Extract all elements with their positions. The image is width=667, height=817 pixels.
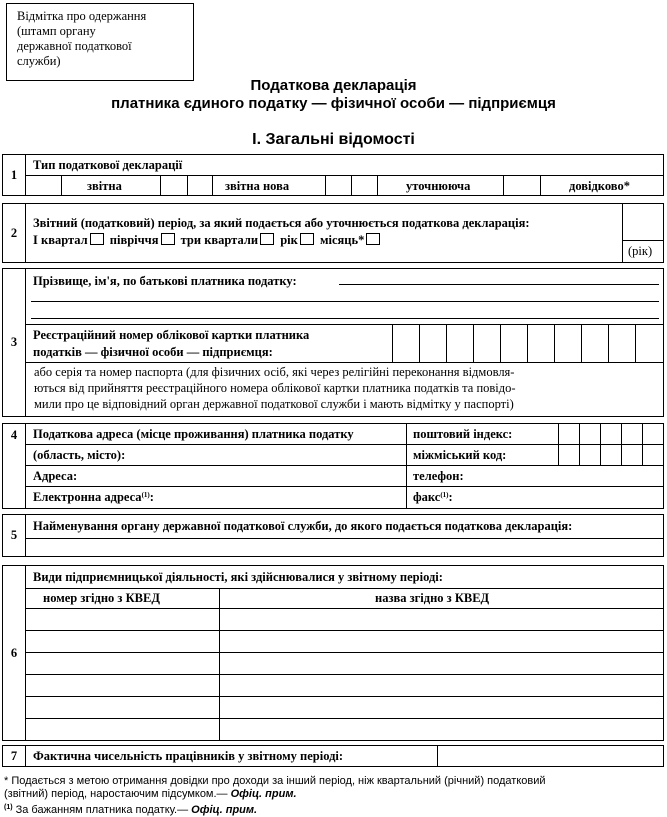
stamp-line: (штамп органу [17,24,96,38]
year-label: (рік) [628,244,653,258]
fax-label: факс$^{(1)}$: [413,490,453,504]
registration-number-label: Реєстраційний номер облікової картки платника [33,328,310,342]
taxpayer-name-line[interactable] [31,318,659,319]
taxpayer-name-line[interactable] [339,284,659,285]
employee-count-label: Фактична чисельність працівників у звітному періоді: [33,749,344,763]
taxpayer-name-label: Прізвище, ім'я, по батькові платника податку: [33,274,297,288]
intercity-code-cells[interactable] [559,445,663,464]
registration-number-label-cont: податків — фізичної особи — підприємця: [33,345,273,359]
row-7-employee-count [2,745,664,767]
footnote-2: $^{(1)}$ За бажанням платника податку.— Офіц. прим. [4,804,258,816]
region-city-label: (область, місто): [33,448,126,462]
address-input[interactable] [26,445,404,485]
period-year-label: рік [280,233,298,247]
period-year-checkbox[interactable] [300,233,314,245]
passport-note-line: або серія та номер паспорта (для фізичних осіб, які через релігійні переконання відмовля- [34,365,515,379]
row-1-declaration-type [2,154,664,196]
type-clarifying-label: уточнююча [406,179,471,193]
document-title: Податкова декларація [250,77,417,94]
tax-address-label: Податкова адреса (місце проживання) платника податку [33,427,354,441]
row-number: 3 [3,269,26,416]
stamp-line: Відмітка про одержання [17,9,147,23]
footnote-1: * Подається з метою отримання довідки про доходи за інший період, ніж квартальний (річний) податковий [4,775,546,787]
period-half-year-label: півріччя [109,233,159,247]
activities-label: Види підприємницької діяльності, які здійснювалися у звітному періоді: [33,570,443,584]
declaration-type-label: Тип податкової декларації [33,158,183,172]
activities-table-body[interactable] [26,609,662,740]
row-4-tax-address [2,423,664,509]
type-regular-label: звітна [87,179,122,193]
period-q1-checkbox[interactable] [90,233,104,245]
phone-label: телефон: [413,469,464,483]
row-number: 7 [3,746,26,766]
email-label: Електронна адреса$^{(1)}$: [33,490,154,504]
taxpayer-name-line[interactable] [31,301,659,302]
period-three-quarters-checkbox[interactable] [260,233,274,245]
footnote-1-cont: (звітний) період, наростаючим підсумком.— Офіц. прим. [4,788,297,800]
address-label: Адреса: [33,469,78,483]
type-new-regular-label: звітна нова [225,179,290,193]
row-6-business-activities [2,565,664,741]
receipt-stamp-box [6,3,194,81]
postal-code-cells[interactable] [559,425,663,443]
registration-number-cells[interactable] [393,325,663,361]
row-5-tax-office [2,514,664,557]
section-title: І. Загальні відомості [252,131,415,148]
row-number: 5 [3,515,26,556]
row-number: 6 [3,566,26,740]
kved-name-header: назва згідно з КВЕД [375,591,490,605]
passport-note-line: мили про це відповідний орган державної податкової служби і мають відмітку у паспорті) [34,397,514,411]
document-subtitle: платника єдиного податку — фізичної особи — підприємця [111,95,556,112]
period-half-year-checkbox[interactable] [161,233,175,245]
row-2-reporting-period [2,203,664,263]
period-q1-label: І квартал [33,233,88,247]
row-3-taxpayer-identity [2,268,664,417]
employee-count-input[interactable] [438,747,662,766]
reporting-period-label: Звітний (податковий) період, за який подається або уточнюється податкова декларація: [33,216,530,230]
period-month-checkbox[interactable] [366,233,380,245]
period-options [33,233,383,248]
stamp-line: служби) [17,54,61,68]
period-three-quarters-label: три квартали [180,233,259,247]
row-number: 4 [3,424,26,508]
row-number: 2 [3,204,26,262]
period-month-label: місяць* [319,233,365,247]
postal-code-label: поштовий індекс: [413,427,513,441]
passport-note-line: ються від прийняття реєстраційного номера облікової картки платника податків та повідо- [34,381,516,395]
kved-number-header: номер згідно з КВЕД [43,591,160,605]
tax-office-input[interactable] [26,539,662,556]
stamp-line: державної податкової [17,39,132,53]
type-reference-label: довідково* [569,179,630,193]
tax-office-label: Найменування органу державної податкової служби, до якого подається податкова декларація: [33,519,573,533]
row-number: 1 [3,155,26,195]
year-input-cell[interactable] [623,205,663,239]
intercity-code-label: міжміський код: [413,448,507,462]
